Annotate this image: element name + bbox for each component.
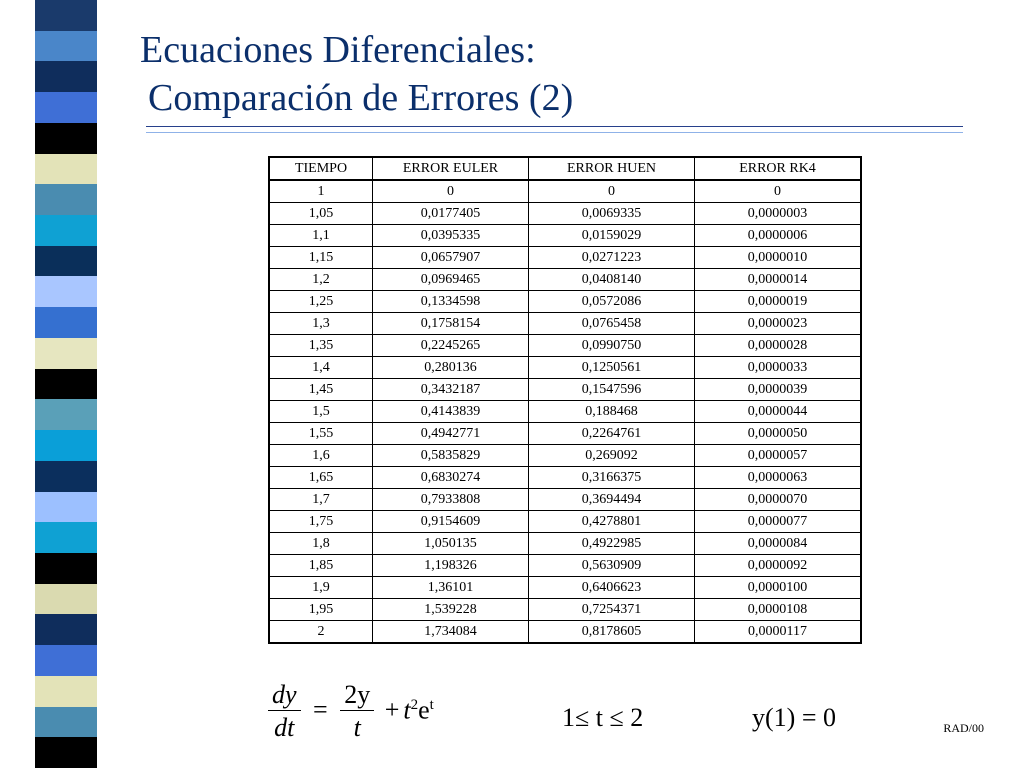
cell-error-euler: 1,539228 (373, 599, 529, 621)
table-row (269, 203, 861, 225)
cell-error-huen: 0,8178605 (529, 621, 695, 644)
table-row (269, 533, 861, 555)
stripe-block (35, 430, 97, 461)
cell-tiempo: 1,75 (269, 511, 373, 533)
table-row (269, 577, 861, 599)
cell-error-euler: 0,7933808 (373, 489, 529, 511)
title-line-1: Ecuaciones Diferenciales: (140, 29, 536, 71)
table-row (269, 357, 861, 379)
cell-error-euler: 0,5835829 (373, 445, 529, 467)
cell-tiempo: 1,05 (269, 203, 373, 225)
cell-error-huen: 0,2264761 (529, 423, 695, 445)
cell-error-euler: 1,198326 (373, 555, 529, 577)
table-body (269, 180, 861, 643)
cell-tiempo: 1,15 (269, 247, 373, 269)
cell-error-rk4: 0,0000019 (695, 291, 862, 313)
dy-dt-numerator: dy (272, 680, 297, 709)
cell-error-huen: 0,4278801 (529, 511, 695, 533)
cell-error-rk4: 0,0000014 (695, 269, 862, 291)
e-term: e (418, 695, 430, 725)
cell-error-huen: 0,0765458 (529, 313, 695, 335)
cell-error-huen: 0,0159029 (529, 225, 695, 247)
dy-dt-denominator: dt (274, 713, 295, 742)
dy-dt-fraction (268, 680, 301, 745)
cell-error-euler: 0,6830274 (373, 467, 529, 489)
cell-error-rk4: 0,0000057 (695, 445, 862, 467)
table-row (269, 489, 861, 511)
stripe-block (35, 584, 97, 615)
cell-error-huen: 0,0069335 (529, 203, 695, 225)
cell-error-euler: 0,0395335 (373, 225, 529, 247)
header-tiempo: TIEMPO (269, 157, 373, 180)
cell-tiempo: 1,4 (269, 357, 373, 379)
cell-error-huen: 0,5630909 (529, 555, 695, 577)
header-error-huen: ERROR HUEN (529, 157, 695, 180)
table-row (269, 467, 861, 489)
cell-error-rk4: 0,0000023 (695, 313, 862, 335)
cell-error-huen: 0 (529, 180, 695, 203)
table-row (269, 313, 861, 335)
stripe-block (35, 154, 97, 185)
two-y-over-t-fraction (340, 680, 374, 745)
cell-tiempo: 1,7 (269, 489, 373, 511)
cell-tiempo: 1,55 (269, 423, 373, 445)
cell-error-huen: 0,0572086 (529, 291, 695, 313)
cell-tiempo: 1,85 (269, 555, 373, 577)
stripe-block (35, 399, 97, 430)
table-row (269, 511, 861, 533)
stripe-block (35, 707, 97, 738)
cell-error-rk4: 0,0000063 (695, 467, 862, 489)
cell-error-euler: 1,36101 (373, 577, 529, 599)
cell-error-huen: 0,7254371 (529, 599, 695, 621)
cell-error-huen: 0,188468 (529, 401, 695, 423)
cell-tiempo: 1,2 (269, 269, 373, 291)
cell-error-euler: 0 (373, 180, 529, 203)
stripe-block (35, 215, 97, 246)
header-error-euler: ERROR EULER (373, 157, 529, 180)
stripe-block (35, 553, 97, 584)
title-rule-top (146, 126, 963, 127)
cell-tiempo: 1,65 (269, 467, 373, 489)
stripe-block (35, 123, 97, 154)
cell-error-euler: 1,734084 (373, 621, 529, 644)
cell-error-rk4: 0,0000084 (695, 533, 862, 555)
cell-error-rk4: 0,0000050 (695, 423, 862, 445)
decorative-stripe (35, 0, 97, 768)
cell-error-rk4: 0,0000092 (695, 555, 862, 577)
table-row (269, 335, 861, 357)
cell-error-huen: 0,0408140 (529, 269, 695, 291)
cell-error-rk4: 0,0000003 (695, 203, 862, 225)
equals-sign: = (313, 695, 328, 725)
table-row (269, 423, 861, 445)
cell-error-euler: 0,1334598 (373, 291, 529, 313)
cell-error-euler: 0,1758154 (373, 313, 529, 335)
footer-label: RAD/00 (943, 721, 984, 735)
stripe-block (35, 737, 97, 768)
cell-error-euler: 0,0969465 (373, 269, 529, 291)
cell-error-huen: 0,0990750 (529, 335, 695, 357)
cell-error-euler: 0,3432187 (373, 379, 529, 401)
table-header-row (269, 157, 861, 180)
cell-error-rk4: 0,0000033 (695, 357, 862, 379)
table-row (269, 379, 861, 401)
stripe-block (35, 676, 97, 707)
cell-error-huen: 0,1547596 (529, 379, 695, 401)
cell-error-euler: 0,9154609 (373, 511, 529, 533)
stripe-block (35, 522, 97, 553)
slide-title (140, 26, 573, 122)
cell-error-rk4: 0,0000108 (695, 599, 862, 621)
cell-tiempo: 1,6 (269, 445, 373, 467)
title-rule-bottom (146, 132, 963, 133)
stripe-block (35, 276, 97, 307)
stripe-block (35, 307, 97, 338)
initial-condition: y(1) = 0 (752, 703, 836, 732)
table-row (269, 401, 861, 423)
table-row (269, 555, 861, 577)
table-row (269, 621, 861, 644)
plus-sign: + (384, 695, 400, 725)
cell-error-huen: 0,6406623 (529, 577, 695, 599)
cell-tiempo: 1,8 (269, 533, 373, 555)
stripe-block (35, 92, 97, 123)
table-row (269, 445, 861, 467)
cell-error-rk4: 0,0000070 (695, 489, 862, 511)
cell-error-huen: 0,4922985 (529, 533, 695, 555)
stripe-block (35, 369, 97, 400)
cell-error-euler: 0,4143839 (373, 401, 529, 423)
stripe-block (35, 61, 97, 92)
table-row (269, 180, 861, 203)
header-error-rk4: ERROR RK4 (695, 157, 862, 180)
stripe-block (35, 246, 97, 277)
cell-error-euler: 1,050135 (373, 533, 529, 555)
cell-error-euler: 0,280136 (373, 357, 529, 379)
cell-error-rk4: 0,0000117 (695, 621, 862, 644)
cell-error-euler: 0,2245265 (373, 335, 529, 357)
stripe-block (35, 0, 97, 31)
two-y-numerator: 2y (344, 680, 371, 709)
cell-error-euler: 0,4942771 (373, 423, 529, 445)
cell-tiempo: 1,9 (269, 577, 373, 599)
cell-error-rk4: 0,0000006 (695, 225, 862, 247)
cell-tiempo: 2 (269, 621, 373, 644)
cell-error-rk4: 0,0000039 (695, 379, 862, 401)
cell-error-huen: 0,269092 (529, 445, 695, 467)
cell-tiempo: 1 (269, 180, 373, 203)
table-row (269, 291, 861, 313)
stripe-block (35, 31, 97, 62)
time-range: 1≤ t ≤ 2 (562, 703, 644, 732)
cell-error-rk4: 0,0000044 (695, 401, 862, 423)
e-exponent: t (429, 696, 434, 713)
stripe-block (35, 184, 97, 215)
table-row (269, 247, 861, 269)
table-row (269, 225, 861, 247)
cell-tiempo: 1,1 (269, 225, 373, 247)
stripe-block (35, 614, 97, 645)
t-denominator: t (353, 713, 361, 742)
cell-error-huen: 0,3694494 (529, 489, 695, 511)
cell-error-rk4: 0,0000077 (695, 511, 862, 533)
title-line-2: Comparación de Errores (2) (148, 77, 574, 119)
cell-error-huen: 0,1250561 (529, 357, 695, 379)
cell-error-rk4: 0,0000100 (695, 577, 862, 599)
cell-tiempo: 1,45 (269, 379, 373, 401)
stripe-block (35, 645, 97, 676)
stripe-block (35, 338, 97, 369)
cell-error-huen: 0,0271223 (529, 247, 695, 269)
cell-error-huen: 0,3166375 (529, 467, 695, 489)
table-row (269, 599, 861, 621)
cell-error-rk4: 0,0000010 (695, 247, 862, 269)
cell-error-euler: 0,0177405 (373, 203, 529, 225)
cell-error-rk4: 0,0000028 (695, 335, 862, 357)
stripe-block (35, 492, 97, 523)
cell-tiempo: 1,35 (269, 335, 373, 357)
cell-tiempo: 1,3 (269, 313, 373, 335)
t-exponent: 2 (410, 696, 419, 713)
cell-error-euler: 0,0657907 (373, 247, 529, 269)
cell-error-rk4: 0 (695, 180, 862, 203)
error-comparison-table (268, 156, 862, 644)
table-row (269, 269, 861, 291)
t-term: t (403, 695, 411, 725)
stripe-block (35, 461, 97, 492)
cell-tiempo: 1,25 (269, 291, 373, 313)
differential-equation (268, 680, 434, 745)
cell-tiempo: 1,95 (269, 599, 373, 621)
cell-tiempo: 1,5 (269, 401, 373, 423)
